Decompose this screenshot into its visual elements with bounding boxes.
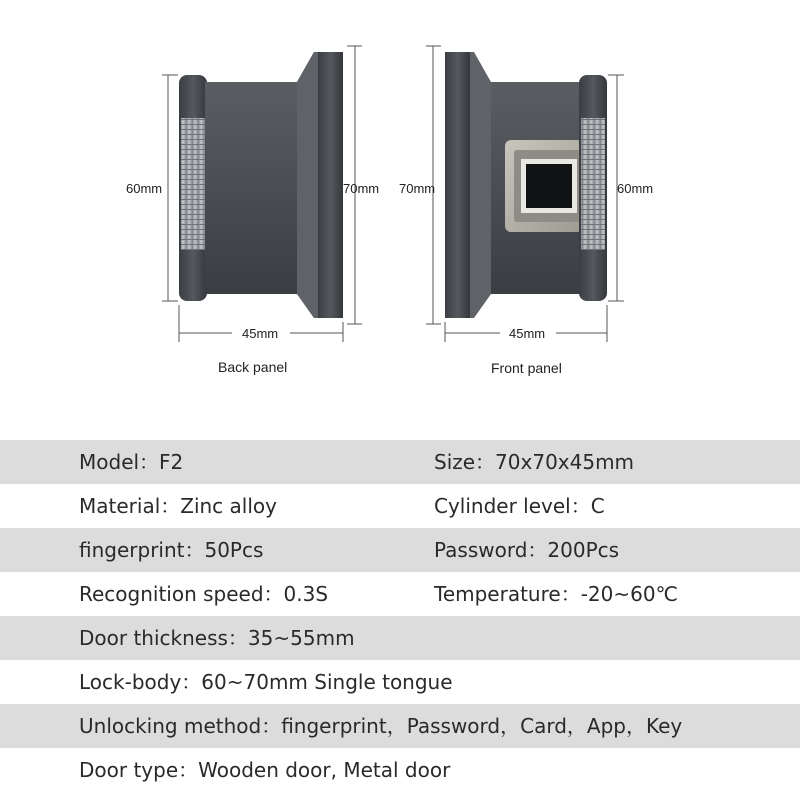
spec-row: [0, 748, 800, 792]
front-height-large-label: 70mm: [399, 181, 436, 196]
spec-size: Size：70x70x45mm: [434, 450, 635, 474]
spec-recognition-speed: Recognition speed：0.3S: [79, 582, 329, 606]
spec-fingerprint: fingerprint：50Pcs: [79, 538, 264, 562]
back-depth-label: 45mm: [242, 326, 279, 341]
front-panel-drawing: [445, 52, 607, 318]
back-height-small-label: 60mm: [126, 181, 163, 196]
spec-material: Material：Zinc alloy: [79, 494, 277, 518]
spec-cylinder-level: Cylinder level：C: [434, 494, 605, 518]
spec-password: Password：200Pcs: [434, 538, 620, 562]
front-height-small-label: 60mm: [617, 181, 654, 196]
spec-row: [0, 484, 800, 528]
spec-door-type: Door type：Wooden door, Metal door: [79, 758, 451, 782]
spec-model: Model：F2: [79, 450, 184, 474]
front-depth-label: 45mm: [509, 326, 546, 341]
back-height-large-label: 70mm: [343, 181, 380, 196]
spec-unlocking-method: Unlocking method：fingerprint，Password，Card，App，Key: [79, 714, 683, 738]
spec-door-thickness: Door thickness：35~55mm: [79, 626, 355, 650]
spec-table: [0, 440, 800, 792]
spec-row: [0, 704, 800, 748]
spec-row: [0, 440, 800, 484]
spec-row: [0, 572, 800, 616]
spec-row: [0, 616, 800, 660]
spec-temperature: Temperature：-20~60℃: [434, 582, 679, 606]
front-panel-caption: Front panel: [491, 360, 562, 376]
back-panel-drawing: [179, 52, 343, 318]
back-panel-caption: Back panel: [218, 359, 288, 375]
spec-lock-body: Lock-body：60~70mm Single tongue: [79, 670, 453, 694]
spec-row: [0, 660, 800, 704]
spec-row: [0, 528, 800, 572]
